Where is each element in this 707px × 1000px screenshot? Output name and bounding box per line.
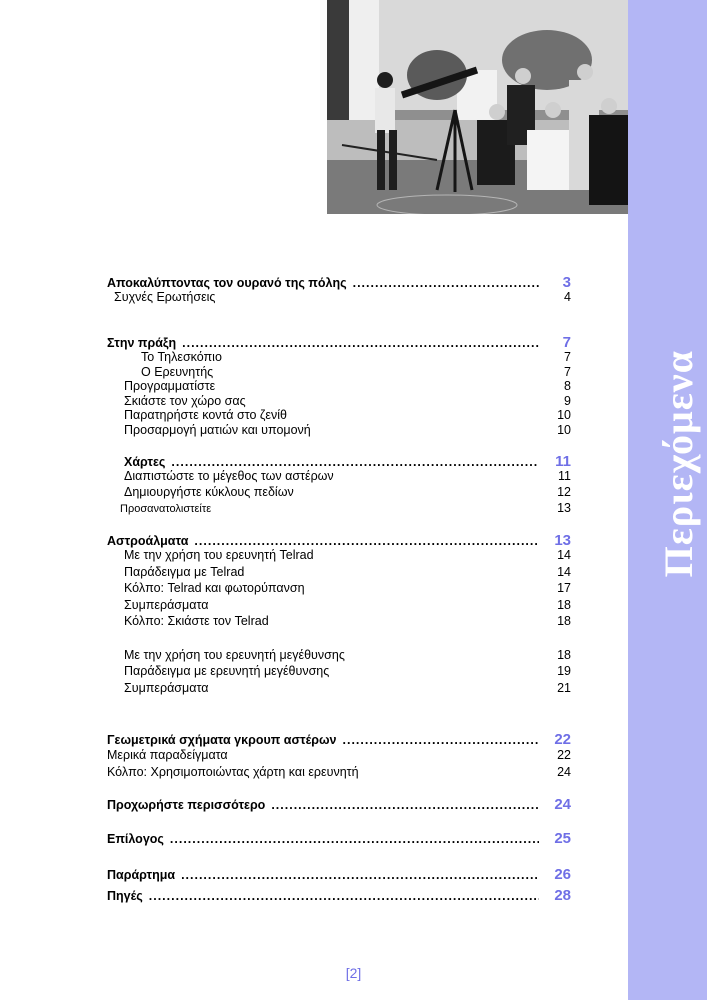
- toc-entry-label: Στην πράξη: [107, 336, 177, 350]
- toc-entry-page: 13: [557, 501, 571, 515]
- toc-entry-label: Γεωμετρικά σχήματα γκρουπ αστέρων: [107, 733, 337, 747]
- toc-entry-label: Διαπιστώστε το μέγεθος των αστέρων: [124, 469, 334, 483]
- toc-entry-label: Μερικά παραδείγματα: [107, 748, 228, 762]
- toc-entry-page: 24: [554, 796, 571, 813]
- toc-entry-page: 22: [557, 748, 571, 762]
- toc-entry[interactable]: [107, 830, 571, 848]
- toc-entry[interactable]: [107, 664, 571, 682]
- toc-entry[interactable]: [107, 290, 571, 308]
- toc-entry-page: 3: [562, 274, 571, 291]
- page-number: [2]: [345, 965, 362, 981]
- toc-entry-label: Συμπεράσματα: [124, 598, 209, 612]
- toc-entry-label: Αποκαλύπτοντας τον ουρανό της πόλης: [107, 276, 347, 290]
- toc-entry-label: Παράδειγμα με Telrad: [124, 565, 245, 579]
- toc-entry-label: Κόλπο: Telrad και φωτορύπανση: [124, 581, 305, 595]
- toc-entry-label: Κόλπο: Χρησιμοποιώντας χάρτη και ερευνητή: [107, 765, 359, 779]
- toc-entry-label: Με την χρήση του ερευνητή Telrad: [124, 548, 314, 562]
- toc-entry-page: 22: [554, 731, 571, 748]
- toc-entry-label: Παρατηρήστε κοντά στο ζενίθ: [124, 408, 287, 422]
- toc-entry-page: 11: [555, 453, 571, 470]
- toc-entry-label: Επίλογος: [107, 832, 164, 846]
- toc-entry-page: 21: [557, 681, 571, 695]
- toc-entry-page: 19: [557, 664, 571, 678]
- toc-entry-label: Συμπεράσματα: [124, 681, 209, 695]
- toc-entry-page: 8: [564, 379, 571, 393]
- toc-entry-label: Πηγές: [107, 889, 143, 903]
- toc-entry-page: 18: [557, 614, 571, 628]
- dot-leader: [194, 534, 539, 548]
- toc-entry-label: Ο Ερευνητής: [141, 365, 214, 379]
- toc-entry[interactable]: [107, 765, 571, 783]
- toc-entry[interactable]: [107, 501, 571, 519]
- toc-entry-label: Αστροάλματα: [107, 534, 189, 548]
- toc-entry-page: 14: [557, 548, 571, 562]
- toc-entry-page: 7: [564, 350, 571, 364]
- dot-leader: [271, 798, 539, 812]
- toc-entry-label: Συχνές Ερωτήσεις: [114, 290, 216, 304]
- toc-entry-label: Προγραμματίστε: [124, 379, 216, 393]
- toc-entry-page: 25: [554, 830, 571, 847]
- toc-entry-label: Προσαρμογή ματιών και υπομονή: [124, 423, 311, 437]
- toc-entry-label: Προσανατολιστείτε: [120, 503, 212, 515]
- toc-entry-page: 9: [564, 394, 571, 408]
- dot-leader: [182, 336, 539, 350]
- toc-entry-label: Δημιουργήστε κύκλους πεδίων: [124, 485, 294, 499]
- toc-entry-page: 12: [557, 485, 571, 499]
- toc-entry-page: 10: [557, 423, 571, 437]
- toc-entry-label: Παράδειγμα με ερευνητή μεγέθυνσης: [124, 664, 330, 678]
- toc-entry[interactable]: [107, 731, 571, 749]
- toc-entry[interactable]: [107, 866, 571, 884]
- toc-entry-page: 14: [557, 565, 571, 579]
- toc-entry[interactable]: [107, 796, 571, 814]
- dot-leader: [170, 832, 539, 846]
- toc-entry[interactable]: [107, 887, 571, 905]
- dot-leader: [171, 455, 539, 469]
- toc-entry-page: 18: [557, 598, 571, 612]
- toc-entry[interactable]: [107, 614, 571, 632]
- toc-entry-page: 11: [558, 469, 571, 483]
- toc-entry-label: Παράρτημα: [107, 868, 176, 882]
- sidebar-title: Περιεχόμενα: [656, 350, 701, 578]
- toc-entry-page: 13: [554, 532, 571, 549]
- toc-entry-page: 18: [557, 648, 571, 662]
- toc-entry[interactable]: [107, 423, 571, 441]
- toc-entry-label: Το Τηλεσκόπιο: [141, 350, 222, 364]
- toc-entry-page: 24: [557, 765, 571, 779]
- toc-entry-label: Κόλπο: Σκιάστε τον Telrad: [124, 614, 269, 628]
- toc-entry[interactable]: [107, 581, 571, 599]
- toc-entry-page: 7: [562, 334, 571, 351]
- toc-entry-label: Προχωρήστε περισσότερο: [107, 798, 266, 812]
- toc-entry[interactable]: [107, 548, 571, 566]
- dot-leader: [149, 889, 539, 903]
- toc-entry-page: 17: [557, 581, 571, 595]
- dot-leader: [343, 733, 540, 747]
- dot-leader: [181, 868, 539, 882]
- toc-entry[interactable]: [107, 681, 571, 699]
- toc-entry-page: 10: [557, 408, 571, 422]
- toc-entry-label: Χάρτες: [124, 455, 166, 469]
- toc-entry-page: 26: [554, 866, 571, 883]
- toc-entry-page: 7: [564, 365, 571, 379]
- toc-entry-page: 4: [564, 290, 571, 304]
- toc-entry-label: Σκιάστε τον χώρο σας: [124, 394, 246, 408]
- toc-entry[interactable]: [107, 748, 571, 766]
- dot-leader: [353, 276, 539, 290]
- toc-entry-page: 28: [554, 887, 571, 904]
- toc-entry-label: Με την χρήση του ερευνητή μεγέθυνσης: [124, 648, 345, 662]
